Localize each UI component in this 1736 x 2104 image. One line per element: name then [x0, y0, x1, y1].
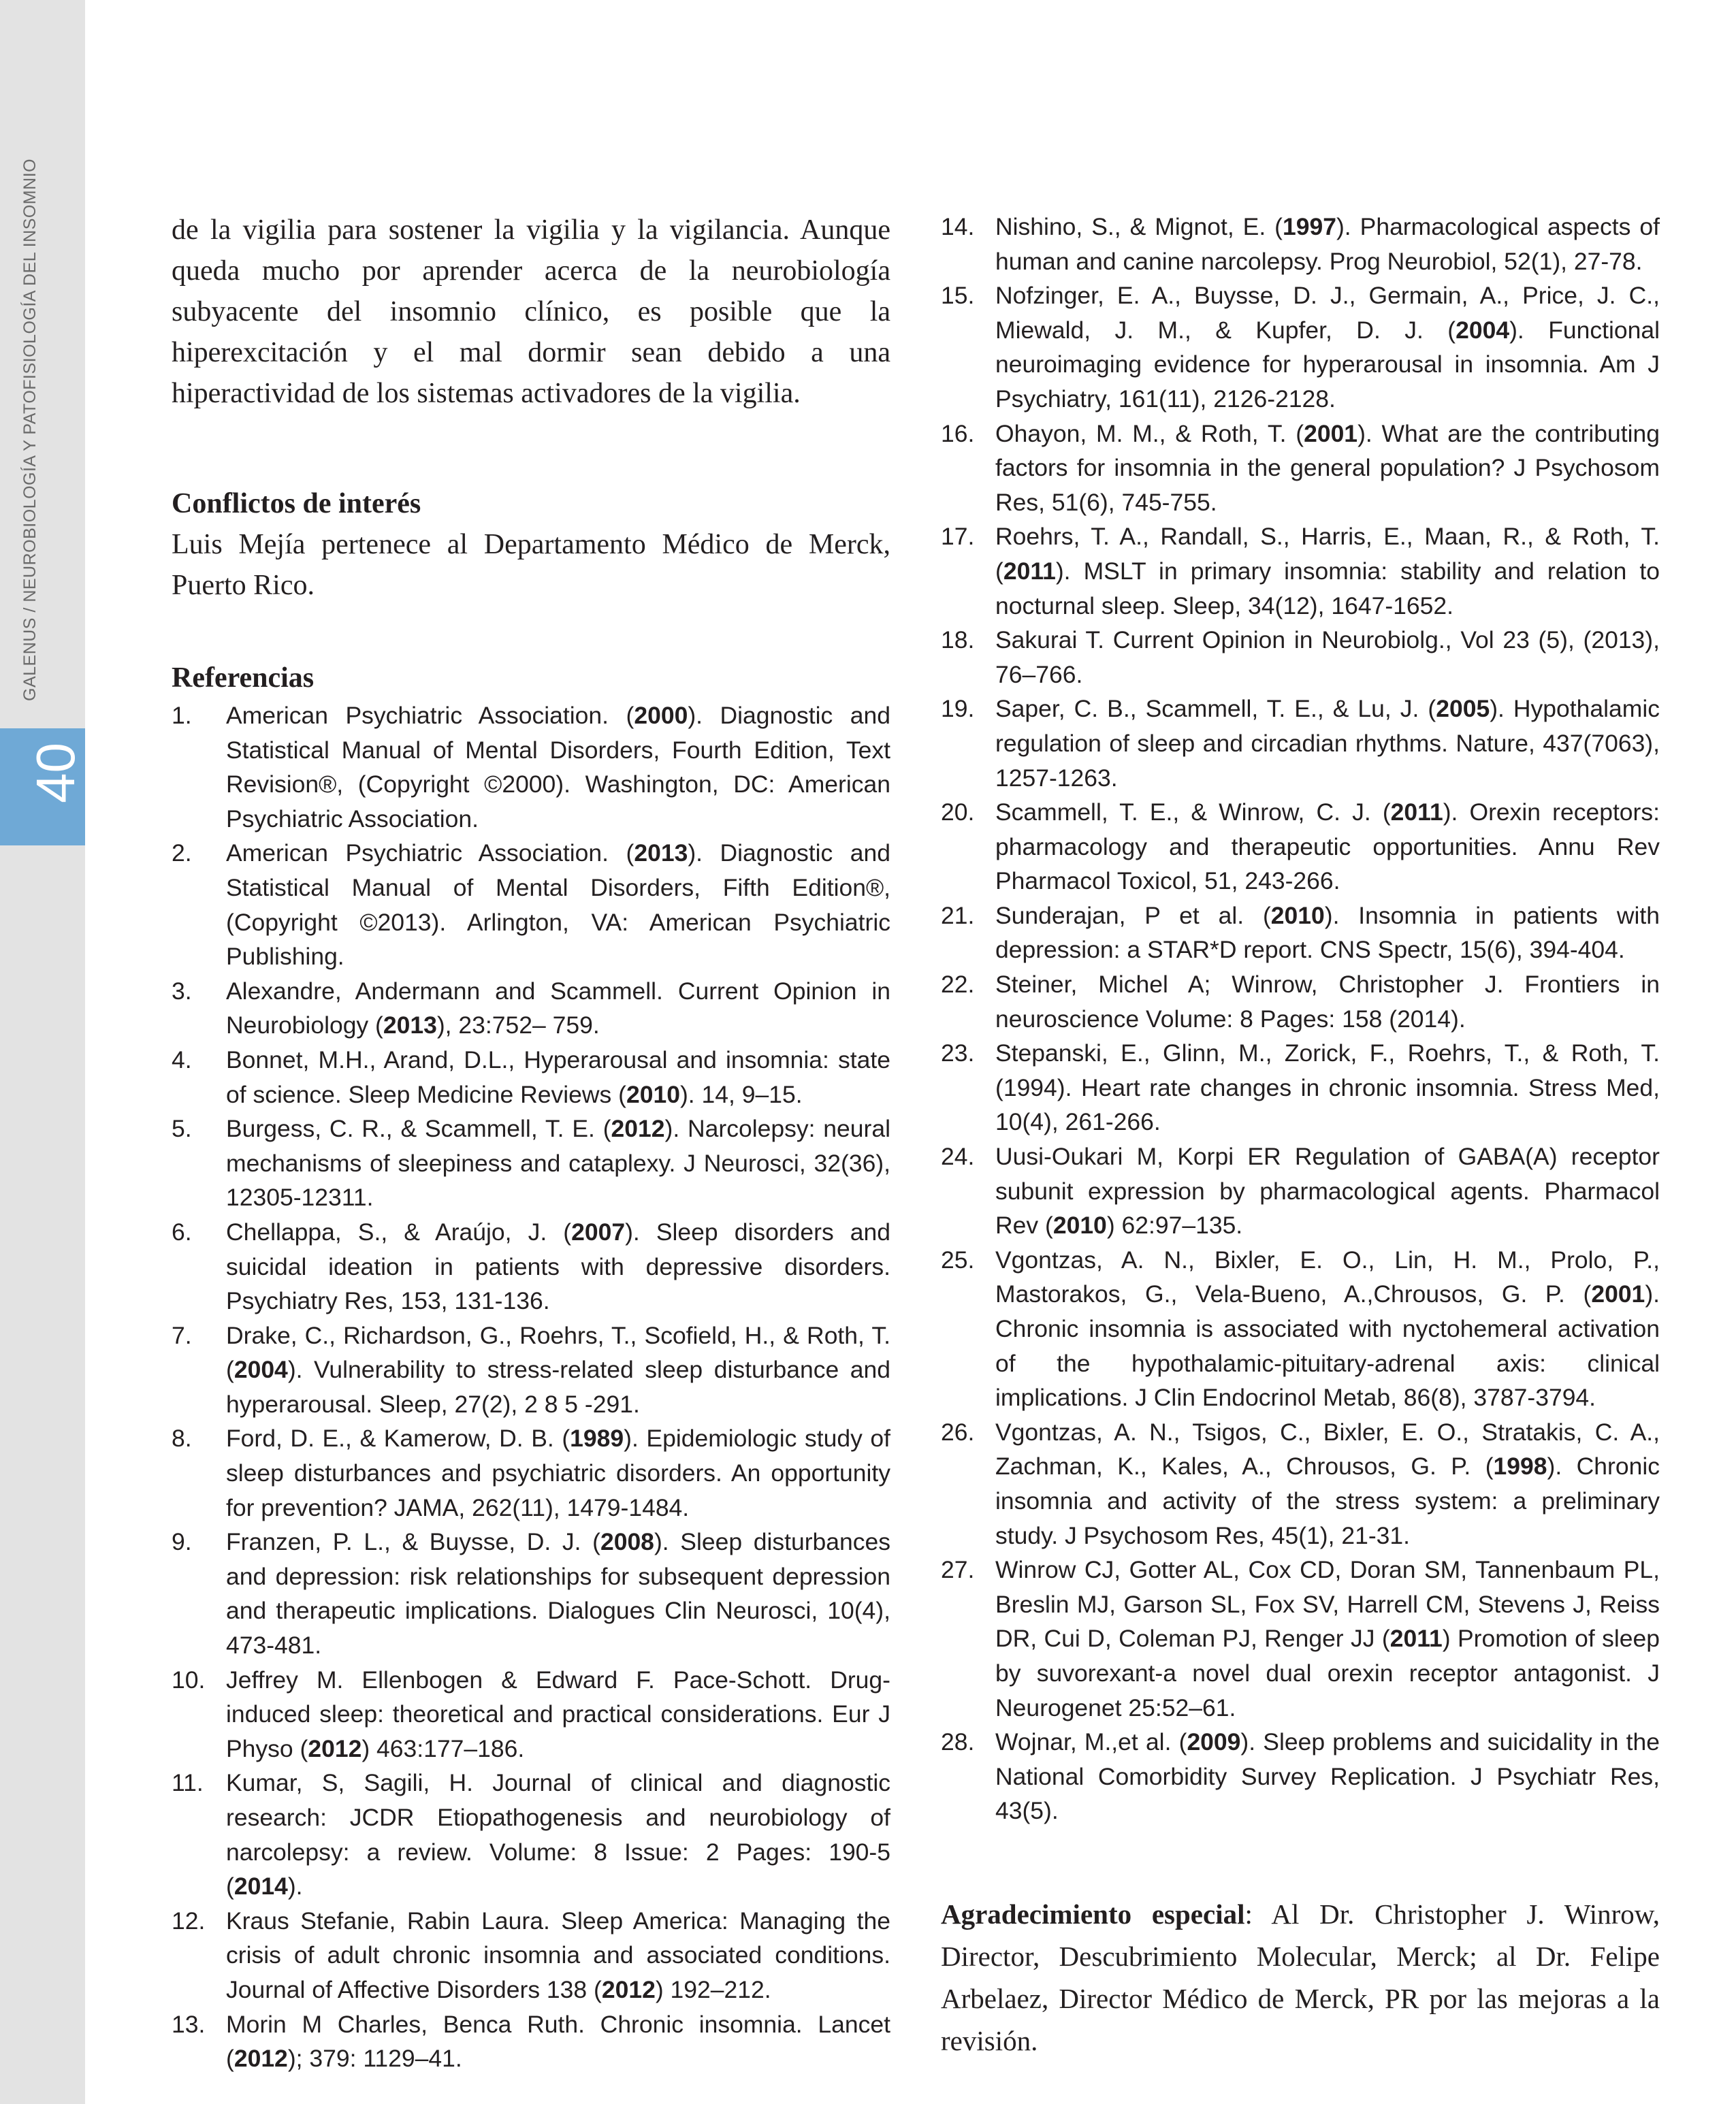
reference-year: 2011 [1003, 557, 1056, 585]
reference-text: Chellappa, S., & Araújo, J. ( [226, 1218, 572, 1246]
reference-text-end: ). Diagnostic and Statistical Manual of Mental Disorders, Fifth Edition®, (Copyright ©2013). Arlington, VA: American Psychiatric Publishing. [226, 839, 890, 971]
reference-item [941, 1036, 1660, 1139]
reference-text-end: ). Insomnia in patients with depression: a STAR*D report. CNS Spectr, 15(6), 394-404. [995, 901, 1660, 964]
reference-number: 2. [172, 839, 192, 867]
reference-text-end: ). Chronic insomnia is associated with nyctohemeral activation of the hypothalamic-pituitary-adrenal axis: clinical implications. J Clin Endocrinol Metab, 86(8), 3787-3794. [995, 1280, 1660, 1412]
conflicts-heading: Conflictos de interés [172, 488, 421, 519]
reference-item [941, 417, 1660, 520]
reference-number: 23. [941, 1039, 975, 1067]
reference-number: 21. [941, 901, 975, 929]
reference-item [941, 210, 1660, 278]
references-heading: Referencias [172, 662, 315, 694]
reference-text: Alexandre, Andermann and Scammell. Current Opinion in Neurobiology ( [226, 977, 890, 1039]
reference-year: 2011 [1390, 798, 1443, 826]
reference-text: Kraus Stefanie, Rabin Laura. Sleep America: Managing the crisis of adult chronic insomnia and associated conditions. Journal of Affective Disorders 138 ( [226, 1907, 890, 2003]
reference-number: 11. [172, 1769, 204, 1797]
reference-year: 2010 [1270, 901, 1325, 929]
reference-number: 16. [941, 419, 975, 447]
reference-number: 22. [941, 971, 975, 999]
reference-year: 2004 [234, 1356, 288, 1384]
reference-item [172, 1215, 890, 1318]
reference-text-end: ). Sleep disorders and suicidal ideation in patients with depressive disorders. Psychiatry Res, 153, 131-136. [226, 1218, 891, 1315]
reference-text: Stepanski, E., Glinn, M., Zorick, F., Roehrs, T., & Roth, T. (1994). Heart rate changes in chronic insomnia. Stress Med, 10(4), 261-266. [995, 1039, 1660, 1136]
reference-text-end: ). 14, 9–15. [679, 1080, 803, 1108]
reference-text: American Psychiatric Association. ( [226, 839, 634, 867]
reference-item [941, 899, 1660, 967]
reference-number: 6. [172, 1218, 192, 1246]
reference-text-end: ) 62:97–135. [1106, 1212, 1243, 1240]
reference-number: 27. [941, 1556, 975, 1584]
reference-text: Burgess, C. R., & Scammell, T. E. ( [226, 1115, 611, 1143]
reference-number: 9. [172, 1528, 192, 1556]
acknowledgment-text: : Al Dr. Christopher J. Winrow, Director, Descubrimiento Molecular, Merck; al Dr. Felipe Arbelaez, Director Médico de Merck, PR por las mejoras a la revisión. [941, 1898, 1660, 2056]
right-column [941, 210, 1660, 2062]
reference-text-end: ). Diagnostic and Statistical Manual of Mental Disorders, Fourth Edition, Text Revision®, (Copyright ©2000). Washington, DC: American Psychiatric Association. [226, 702, 890, 832]
page-number: 40 [25, 743, 86, 803]
reference-text-end: ); 379: 1129–41. [287, 2045, 462, 2073]
conflicts-text: Luis Mejía pertenece al Departamento Médico de Merck, Puerto Rico. [172, 529, 890, 601]
reference-year: 2001 [1591, 1280, 1645, 1308]
reference-year: 2012 [234, 2045, 288, 2073]
reference-number: 25. [941, 1246, 975, 1274]
running-head: GALENUS / NEUROBIOLOGÍA Y PATOFISIOLOGÍA DEL INSOMNIO [20, 158, 39, 701]
reference-text-end: ) 463:177–186. [361, 1734, 525, 1762]
reference-number: 12. [172, 1907, 206, 1935]
reference-item [172, 1663, 890, 1766]
reference-number: 3. [172, 977, 192, 1005]
reference-text: Sunderajan, P et al. ( [995, 901, 1271, 929]
left-column [172, 210, 890, 2076]
reference-item [941, 1139, 1660, 1243]
reference-text: Saper, C. B., Scammell, T. E., & Lu, J. ( [995, 695, 1436, 723]
reference-number: 8. [172, 1425, 192, 1453]
reference-text: Ohayon, M. M., & Roth, T. ( [995, 419, 1304, 447]
reference-year: 2012 [611, 1115, 665, 1143]
reference-item [941, 623, 1660, 692]
reference-year: 2007 [571, 1218, 626, 1246]
reference-text: Roehrs, T. A., Randall, S., Harris, E., Maan, R., & Roth, T. ( [995, 523, 1660, 585]
reference-number: 4. [172, 1046, 192, 1073]
reference-text-end: ). Sleep problems and suicidality in the National Comorbidity Survey Replication. J Psychiatr Res, 43(5). [995, 1728, 1660, 1825]
reference-number: 15. [941, 282, 975, 310]
reference-year: 2000 [634, 702, 688, 729]
reference-text-end: ). Narcolepsy: neural mechanisms of sleepiness and cataplexy. J Neurosci, 32(36), 12305-12311. [226, 1115, 890, 1212]
reference-item [172, 1766, 890, 1903]
reference-number: 13. [172, 2010, 206, 2038]
reference-text: Nishino, S., & Mignot, E. ( [995, 213, 1283, 240]
reference-number: 7. [172, 1321, 192, 1349]
reference-item [172, 2007, 890, 2076]
reference-text: Uusi-Oukari M, Korpi ER Regulation of GABA(A) receptor subunit expression by pharmacological agents. Pharmacol Rev ( [995, 1143, 1660, 1240]
reference-number: 19. [941, 695, 975, 723]
reference-year: 1997 [1283, 213, 1336, 240]
reference-number: 17. [941, 523, 975, 551]
reference-year: 2005 [1436, 695, 1490, 723]
reference-item [941, 1415, 1660, 1553]
reference-year: 2004 [1456, 316, 1510, 344]
reference-text: Ford, D. E., & Kamerow, D. B. ( [226, 1425, 570, 1453]
reference-text: Franzen, P. L., & Buysse, D. J. ( [226, 1528, 600, 1556]
reference-text: Steiner, Michel A; Winrow, Christopher J. Frontiers in neuroscience Volume: 8 Pages: 158 (2014). [995, 971, 1660, 1033]
reference-item [941, 1243, 1660, 1415]
reference-item [941, 278, 1660, 416]
reference-text-end: ). [287, 1873, 303, 1900]
reference-year: 2009 [1187, 1728, 1241, 1756]
reference-year: 2011 [1389, 1625, 1443, 1653]
reference-item [172, 1112, 890, 1215]
reference-year: 2013 [634, 839, 688, 867]
reference-text: Sakurai T. Current Opinion in Neurobiolg., Vol 23 (5), (2013), 76–766. [995, 626, 1660, 688]
reference-year: 2012 [601, 1975, 656, 2003]
reference-item [941, 967, 1660, 1036]
reference-year: 2010 [626, 1080, 680, 1108]
reference-item [941, 1725, 1660, 1828]
reference-text: Bonnet, M.H., Arand, D.L., Hyperarousal and insomnia: state of science. Sleep Medicine Reviews ( [226, 1046, 890, 1108]
reference-number: 5. [172, 1115, 192, 1143]
reference-text: Vgontzas, A. N., Tsigos, C., Bixler, E. O., Stratakis, C. A., Zachman, K., Kales, A., Chrousos, G. P. ( [995, 1418, 1660, 1480]
reference-year: 2012 [308, 1734, 362, 1762]
reference-text: Morin M Charles, Benca Ruth. Chronic insomnia. Lancet ( [226, 2010, 890, 2073]
reference-number: 26. [941, 1418, 975, 1446]
reference-item [172, 1421, 890, 1525]
reference-number: 10. [172, 1666, 206, 1694]
sidebar [0, 0, 85, 2104]
reference-text-end: ) Promotion of sleep by suvorexant-a novel dual orexin receptor antagonist. J Neurogenet 25:52–61. [995, 1625, 1660, 1721]
reference-number: 18. [941, 626, 975, 654]
reference-item [172, 1525, 890, 1662]
reference-text-end: ). MSLT in primary insomnia: stability and relation to nocturnal sleep. Sleep, 34(12), 1647-1652. [995, 557, 1660, 619]
reference-text: Kumar, S, Sagili, H. Journal of clinical and diagnostic research: JCDR Etiopathogenesis and neurobiology of narcolepsy: a review. Volume: 8 Issue: 2 Pages: 190-5 ( [226, 1769, 890, 1900]
reference-item [172, 698, 890, 836]
reference-item [941, 692, 1660, 795]
acknowledgment-label: Agradecimiento especial [941, 1898, 1245, 1930]
reference-year: 2008 [600, 1528, 654, 1556]
reference-item [941, 1553, 1660, 1725]
reference-item [172, 1043, 890, 1112]
reference-number: 20. [941, 798, 975, 826]
reference-text-end: ). Orexin receptors: pharmacology and therapeutic opportunities. Annu Rev Pharmacol Toxicol, 51, 243-266. [995, 798, 1660, 895]
reference-text-end: ). Epidemiologic study of sleep disturbances and psychiatric disorders. An opportunity for prevention? JAMA, 262(11), 1479-1484. [226, 1425, 891, 1521]
reference-item [172, 1318, 890, 1422]
reference-year: 1989 [570, 1425, 624, 1453]
reference-text-end: ), 23:752– 759. [436, 1011, 600, 1039]
reference-item [941, 795, 1660, 899]
reference-year: 2014 [234, 1873, 288, 1900]
reference-item [172, 836, 890, 973]
reference-year: 2001 [1304, 419, 1358, 447]
reference-number: 24. [941, 1143, 975, 1171]
references-list-left [172, 698, 890, 2076]
reference-text-end: ) 192–212. [655, 1975, 771, 2003]
reference-year: 2010 [1052, 1212, 1107, 1240]
reference-year: 2013 [383, 1011, 437, 1039]
reference-text: Nofzinger, E. A., Buysse, D. J., Germain, A., Price, J. C., Miewald, J. M., & Kupfer, D. J. ( [995, 282, 1660, 344]
acknowledgment [941, 1893, 1660, 2062]
intro-paragraph: de la vigilia para sostener la vigilia y la vigilancia. Aunque queda mucho por aprender acerca de la neurobiología subyacente del insomnio clínico, es posible que la hiperexcitación y el mal dormir sean debido a una hiperactividad de los sistemas activadores de la vigilia. [172, 214, 890, 409]
reference-number: 1. [172, 702, 192, 729]
reference-text-end: ). Hypothalamic regulation of sleep and circadian rhythms. Nature, 437(7063), 1257-1263. [995, 695, 1660, 792]
reference-text: Vgontzas, A. N., Bixler, E. O., Lin, H. M., Prolo, P., Mastorakos, G., Vela-Bueno, A.,Chrousos, G. P. ( [995, 1246, 1660, 1308]
reference-text-end: ). What are the contributing factors for insomnia in the general population? J Psychosom Res, 51(6), 745-755. [995, 419, 1660, 516]
reference-text-end: ). Chronic insomnia and activity of the stress system: a preliminary study. J Psychosom Res, 45(1), 21-31. [995, 1453, 1660, 1549]
reference-text-end: ). Functional neuroimaging evidence for hyperarousal in insomnia. Am J Psychiatry, 161(11), 2126-2128. [995, 316, 1660, 412]
reference-item [941, 519, 1660, 623]
reference-text: American Psychiatric Association. ( [226, 702, 634, 729]
reference-text: Wojnar, M.,et al. ( [995, 1728, 1187, 1756]
reference-text: Scammell, T. E., & Winrow, C. J. ( [995, 798, 1391, 826]
reference-text-end: ). Vulnerability to stress-related sleep disturbance and hyperarousal. Sleep, 27(2), 2 8 5 -291. [226, 1356, 890, 1418]
reference-text: Jeffrey M. Ellenbogen & Edward F. Pace-Schott. Drug-induced sleep: theoretical and practical considerations. Eur J Physo ( [226, 1666, 890, 1762]
reference-item [172, 1904, 890, 2007]
reference-year: 1998 [1493, 1453, 1547, 1480]
reference-text-end: ). Sleep disturbances and depression: risk relationships for subsequent depression and therapeutic implications. Dialogues Clin Neurosci, 10(4), 473-481. [226, 1528, 890, 1660]
reference-text: Drake, C., Richardson, G., Roehrs, T., Scofield, H., & Roth, T. ( [226, 1321, 890, 1384]
reference-text-end: ). Pharmacological aspects of human and canine narcolepsy. Prog Neurobiol, 52(1), 27-78. [995, 213, 1660, 275]
reference-number: 28. [941, 1728, 975, 1756]
reference-text: Winrow CJ, Gotter AL, Cox CD, Doran SM, Tannenbaum PL, Breslin MJ, Garson SL, Fox SV, Harrell CM, Stevens J, Reiss DR, Cui D, Coleman PJ, Renger JJ ( [995, 1556, 1660, 1653]
references-list-right [941, 210, 1660, 1828]
reference-number: 14. [941, 213, 975, 240]
reference-item [172, 974, 890, 1043]
